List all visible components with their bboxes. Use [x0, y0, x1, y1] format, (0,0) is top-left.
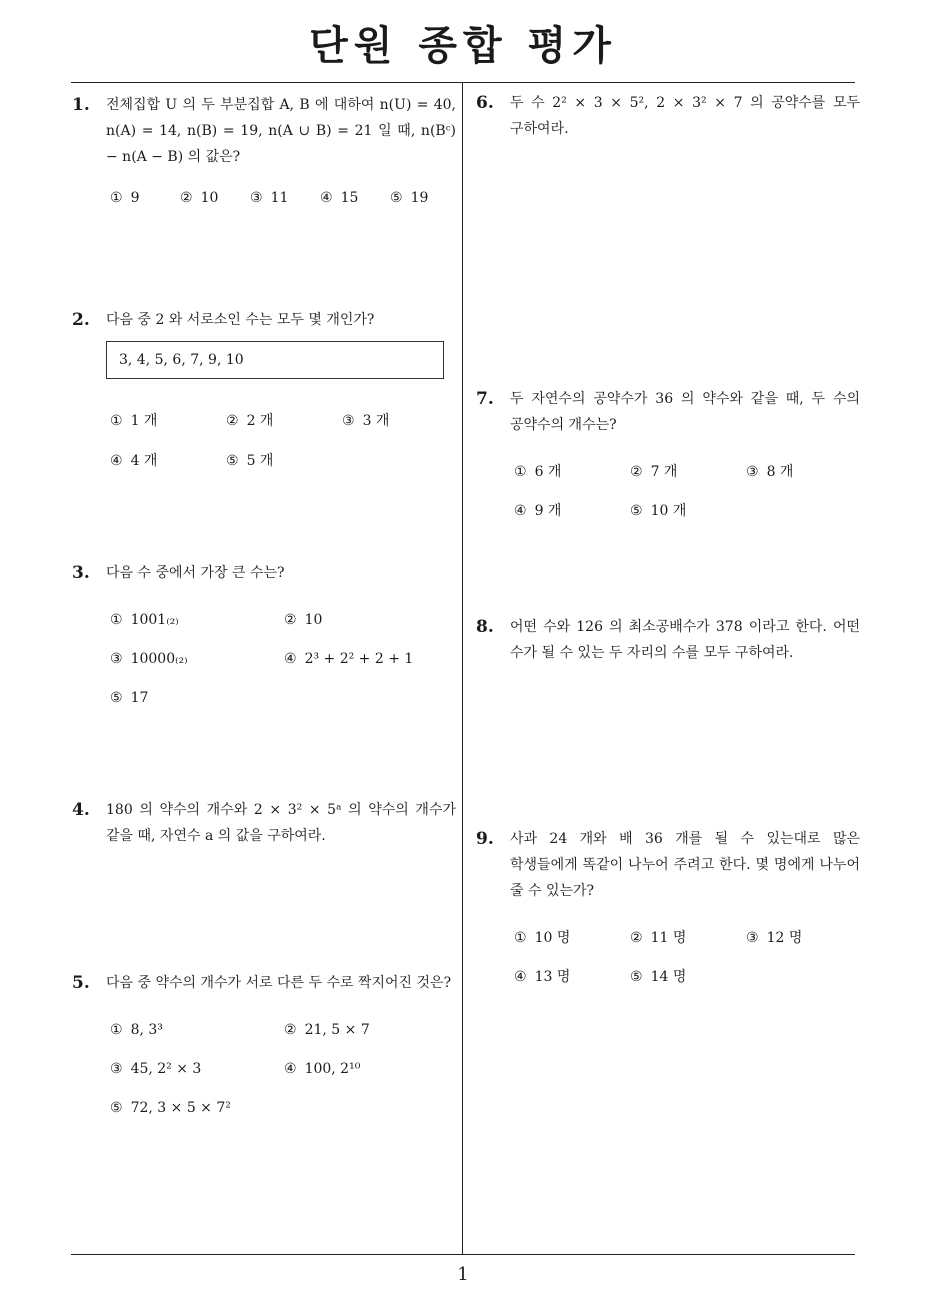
choice-1[interactable]: ① 10 명	[514, 930, 571, 946]
choices	[110, 610, 456, 730]
choice-1[interactable]: ① 6 개	[514, 464, 562, 480]
choice-5[interactable]: ⑤ 10 개	[630, 503, 687, 519]
choice-5[interactable]: ⑤ 14 명	[630, 969, 687, 985]
choice-3[interactable]: ③ 8 개	[746, 464, 794, 480]
question-number: 7.	[476, 389, 494, 409]
choice-3[interactable]: ③ 11	[250, 190, 289, 206]
choice-5[interactable]: ⑤ 72, 3 × 5 × 7²	[110, 1100, 231, 1116]
choice-4[interactable]: ④ 2³ + 2² + 2 + 1	[284, 651, 414, 667]
choice-2[interactable]: ② 21, 5 × 7	[284, 1022, 370, 1038]
question-6	[476, 90, 860, 142]
choice-2[interactable]: ② 10	[284, 612, 323, 628]
choices	[514, 462, 860, 542]
question-9	[476, 826, 860, 1008]
choice-1[interactable]: ① 8, 3³	[110, 1022, 163, 1038]
question-number: 5.	[72, 973, 90, 993]
question-text: 어떤 수와 126 의 최소공배수가 378 이라고 한다. 어떤 수가 될 수 있는 두 자리의 수를 모두 구하여라.	[510, 619, 860, 661]
given-numbers-box: 3, 4, 5, 6, 7, 9, 10	[106, 341, 444, 379]
choice-4[interactable]: ④ 13 명	[514, 969, 571, 985]
page-title: 단원 종합 평가	[309, 23, 617, 69]
question-text: 다음 중 약수의 개수가 서로 다른 두 수로 짝지어진 것은?	[106, 975, 452, 991]
choice-5[interactable]: ⑤ 19	[390, 190, 429, 206]
question-3	[72, 560, 456, 730]
choice-1[interactable]: ① 1 개	[110, 413, 158, 429]
choice-2[interactable]: ② 2 개	[226, 413, 274, 429]
question-2	[72, 307, 456, 491]
question-7	[476, 386, 860, 542]
choice-2[interactable]: ② 11 명	[630, 930, 687, 946]
question-number: 4.	[72, 800, 90, 820]
question-text: 사과 24 개와 배 36 개를 될 수 있는대로 많은 학생들에게 똑같이 나누어 주려고 한다. 몇 명에게 나누어 줄 수 있는가?	[510, 831, 860, 899]
question-number: 2.	[72, 310, 90, 330]
top-rule	[71, 82, 855, 83]
question-4	[72, 797, 456, 849]
question-8	[476, 614, 860, 666]
choice-4[interactable]: ④ 9 개	[514, 503, 562, 519]
choice-1[interactable]: ① 9	[110, 190, 140, 206]
question-text: 다음 수 중에서 가장 큰 수는?	[106, 565, 285, 581]
question-number: 6.	[476, 93, 494, 113]
choice-4[interactable]: ④ 100, 2¹⁰	[284, 1061, 361, 1077]
question-text: 전체집합 U 의 두 부분집합 A, B 에 대하여 n(U) = 40, n(A) = 14, n(B) = 19, n(A ∪ B) = 21 일 때, n(Bᶜ) − n(A − B) 의 값은?	[106, 97, 456, 165]
choices	[514, 928, 860, 1008]
bottom-rule	[71, 1254, 855, 1255]
question-text: 다음 중 2 와 서로소인 수는 모두 몇 개인가?	[106, 312, 375, 328]
choice-4[interactable]: ④ 4 개	[110, 453, 158, 469]
choice-5[interactable]: ⑤ 5 개	[226, 453, 274, 469]
choices	[110, 1020, 456, 1140]
choice-3[interactable]: ③ 3 개	[342, 413, 390, 429]
choice-3[interactable]: ③ 10000₍₂₎	[110, 651, 188, 667]
choices	[110, 411, 456, 491]
choice-4[interactable]: ④ 15	[320, 190, 359, 206]
column-divider	[462, 83, 463, 1254]
choices	[110, 188, 456, 228]
question-text: 두 자연수의 공약수가 36 의 약수와 같을 때, 두 수의 공약수의 개수는?	[510, 391, 860, 433]
choice-2[interactable]: ② 10	[180, 190, 219, 206]
question-number: 1.	[72, 95, 90, 115]
choice-1[interactable]: ① 1001₍₂₎	[110, 612, 179, 628]
question-number: 3.	[72, 563, 90, 583]
choice-3[interactable]: ③ 45, 2² × 3	[110, 1061, 202, 1077]
choice-2[interactable]: ② 7 개	[630, 464, 678, 480]
question-text: 두 수 2² × 3 × 5², 2 × 3² × 7 의 공약수를 모두 구하여라.	[510, 95, 860, 137]
choice-5[interactable]: ⑤ 17	[110, 690, 149, 706]
question-number: 8.	[476, 617, 494, 637]
question-text: 180 의 약수의 개수와 2 × 3² × 5ᵃ 의 약수의 개수가 같을 때, 자연수 a 의 값을 구하여라.	[106, 802, 456, 844]
question-number: 9.	[476, 829, 494, 849]
question-1	[72, 92, 456, 228]
choice-3[interactable]: ③ 12 명	[746, 930, 803, 946]
page-number: 1	[457, 1264, 469, 1285]
question-5	[72, 970, 456, 1140]
